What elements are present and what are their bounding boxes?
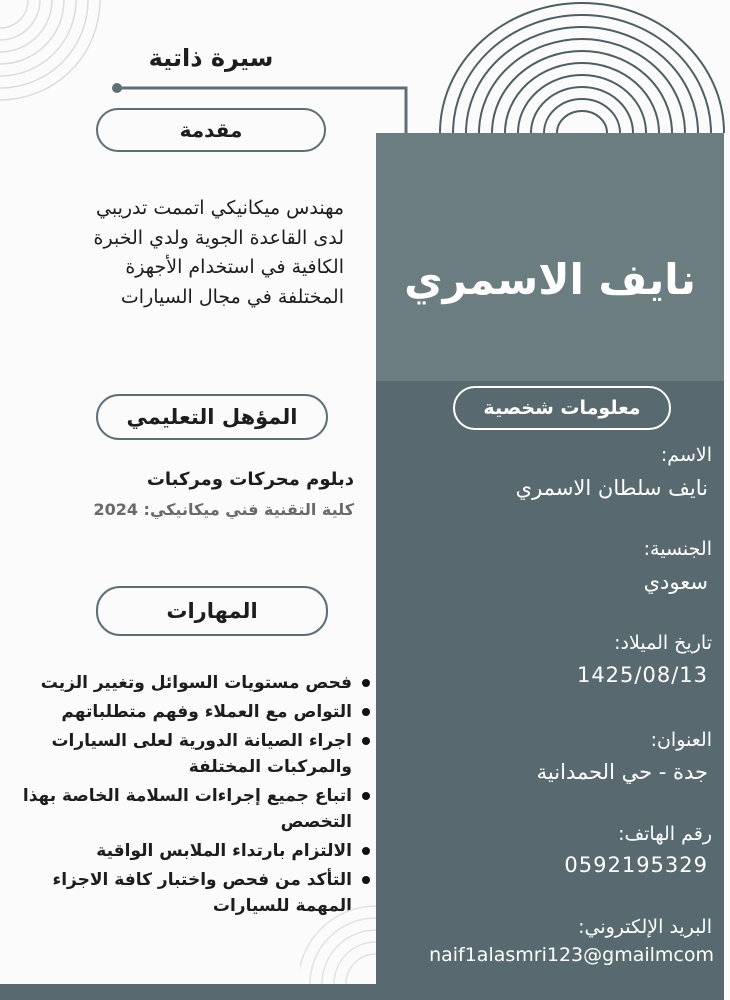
- skill-item: [6, 728, 378, 780]
- skill-text: التأكد من فحص واختبار كافة الاجزاء المهمة للسيارات: [52, 870, 352, 916]
- field-value-email: naif1alasmri123@gmailmcom: [429, 944, 714, 966]
- personal-info-heading: معلومات شخصية: [453, 386, 671, 430]
- skill-item: [6, 699, 378, 725]
- field-value-address: جدة - حي الحمدانية: [536, 760, 708, 784]
- bullet-icon: [362, 708, 370, 716]
- field-value-nationality: سعودي: [643, 570, 708, 594]
- field-value-name: نايف سلطان الاسمري: [515, 476, 708, 500]
- field-label-name: الاسم:: [660, 444, 712, 466]
- page-title: سيرة ذاتية: [148, 44, 274, 72]
- intro-line: المختلفة في مجال السيارات: [120, 285, 344, 308]
- skill-item: [6, 670, 378, 696]
- education-heading: المؤهل التعليمي: [96, 394, 328, 440]
- field-value-birthdate: 1425/08/13: [576, 663, 708, 687]
- skill-text: اجراء الصيانة الدورية لعلى السيارات والمركبات المختلفة: [51, 731, 352, 777]
- bullet-icon: [362, 679, 370, 687]
- intro-text: [40, 194, 344, 312]
- intro-line: لدى القاعدة الجوية ولدي الخبرة: [93, 226, 344, 249]
- skill-text: اتباع جميع إجراءات السلامة الخاصة بهذا التخصص: [22, 786, 352, 832]
- intro-line: الكافية في استخدام الأجهزة: [125, 256, 344, 278]
- bottom-arcs-decoration: [300, 850, 376, 984]
- bottom-bar: [0, 984, 376, 1000]
- intro-heading: مقدمة: [96, 108, 326, 152]
- profile-panel-bottom: [376, 381, 724, 1000]
- education-school: كلية التقنية فني ميكانيكي: 2024: [93, 500, 354, 519]
- skills-heading: المهارات: [96, 586, 328, 636]
- field-label-email: البريد الإلكتروني:: [578, 916, 712, 938]
- education-degree: دبلوم محركات ومركبات: [146, 469, 354, 490]
- field-label-phone: رقم الهاتف:: [618, 823, 712, 845]
- intro-line: مهندس ميكانيكي اتممت تدريبي: [96, 197, 344, 219]
- bullet-icon: [362, 792, 370, 800]
- skill-item: [6, 783, 378, 835]
- field-label-address: العنوان:: [650, 729, 712, 751]
- skill-text: التواص مع العملاء وفهم متطلباتهم: [61, 702, 352, 722]
- skill-text: فحص مستويات السوائل وتغيير الزيت: [40, 673, 352, 693]
- rainbow-arcs-decoration: [432, 0, 730, 135]
- field-label-nationality: الجنسية:: [643, 538, 712, 560]
- skill-text: الالتزام بارتداء الملابس الواقية: [96, 841, 352, 861]
- field-label-birthdate: تاريخ الميلاد:: [614, 632, 712, 654]
- profile-name: نايف الاسمري: [404, 255, 696, 304]
- bullet-icon: [362, 737, 370, 745]
- field-value-phone: 0592195329: [564, 853, 708, 877]
